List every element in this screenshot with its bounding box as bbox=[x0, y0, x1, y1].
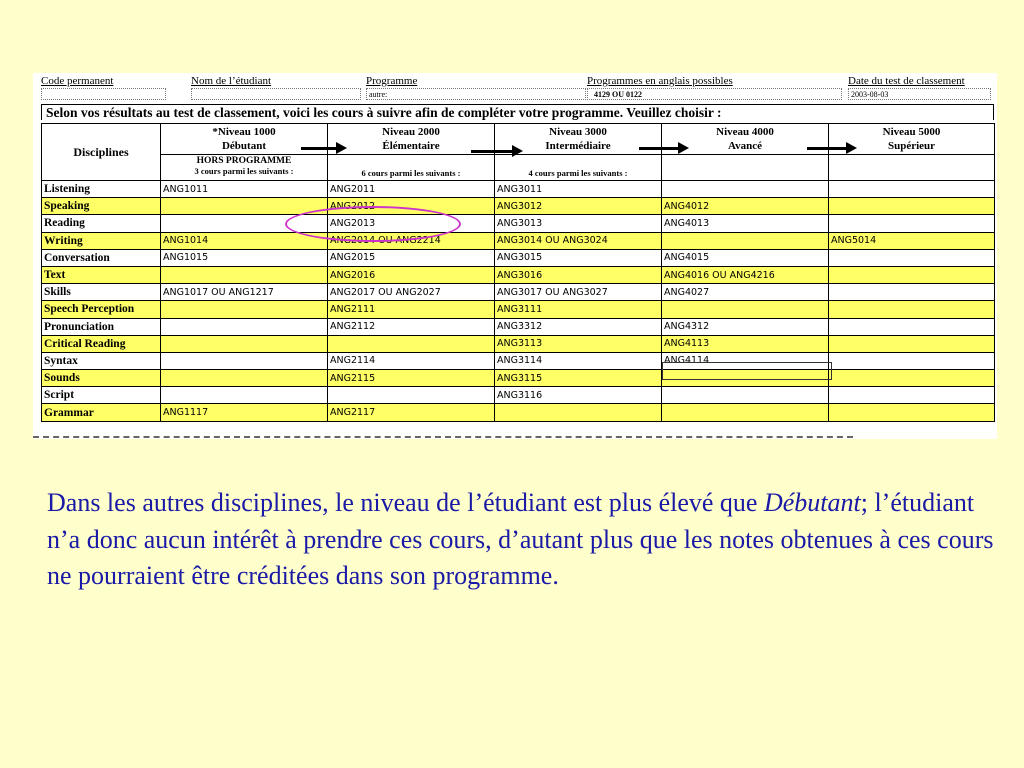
possible-programmes-field bbox=[587, 75, 842, 100]
course-cell bbox=[829, 387, 995, 404]
code-permanent-label: Code permanent bbox=[41, 75, 114, 87]
course-cell bbox=[662, 232, 829, 249]
level-4000-subheader bbox=[662, 155, 829, 181]
level-5000-title: Niveau 5000 bbox=[882, 126, 941, 138]
course-cell: ANG2012 bbox=[328, 198, 495, 215]
course-cell: ANG2117 bbox=[328, 404, 495, 421]
course-cell bbox=[662, 301, 829, 318]
course-cell bbox=[829, 352, 995, 369]
discipline-cell: Grammar bbox=[42, 404, 161, 421]
course-cell: ANG4114 bbox=[662, 352, 829, 369]
discipline-cell: Reading bbox=[42, 215, 161, 232]
course-cell bbox=[328, 335, 495, 352]
level-2000-title: Niveau 2000 bbox=[382, 126, 440, 138]
course-cell: ANG3015 bbox=[495, 249, 662, 266]
course-cell bbox=[829, 318, 995, 335]
table-row bbox=[42, 284, 995, 301]
course-cell: ANG2016 bbox=[328, 266, 495, 283]
handdrawn-circle-annotation bbox=[285, 206, 461, 242]
course-cell: ANG1011 bbox=[161, 181, 328, 198]
level-4000-title: Niveau 4000 bbox=[716, 126, 774, 138]
table-row bbox=[42, 335, 995, 352]
level-5000-name: Supérieur bbox=[887, 140, 936, 152]
course-cell: ANG3115 bbox=[495, 370, 662, 387]
cut-off-footnote-line bbox=[33, 436, 853, 439]
course-cell bbox=[161, 370, 328, 387]
course-cell bbox=[161, 301, 328, 318]
hors-programme-label: HORS PROGRAMME bbox=[196, 156, 292, 166]
course-cell: ANG2111 bbox=[328, 301, 495, 318]
level-2000-header bbox=[328, 124, 495, 155]
code-permanent-field bbox=[41, 75, 166, 100]
discipline-cell: Syntax bbox=[42, 352, 161, 369]
instruction-banner: Selon vos résultats au test de classement, voici les cours à suivre afin de compléter votre programme. Veuillez choisir : bbox=[41, 104, 994, 120]
course-cell: ANG4012 bbox=[662, 198, 829, 215]
table-row bbox=[42, 198, 995, 215]
level-1000-name: Débutant bbox=[221, 140, 266, 152]
discipline-cell: Sounds bbox=[42, 370, 161, 387]
level-2000-subheader bbox=[328, 155, 495, 181]
course-cell: ANG1017 OU ANG1217 bbox=[161, 284, 328, 301]
course-cell: ANG4013 bbox=[662, 215, 829, 232]
level-1000-instruction: 3 cours parmi les suivants : bbox=[194, 166, 294, 176]
course-cell bbox=[829, 249, 995, 266]
discipline-cell: Pronunciation bbox=[42, 318, 161, 335]
course-cell: ANG2115 bbox=[328, 370, 495, 387]
discipline-cell: Speaking bbox=[42, 198, 161, 215]
level-3000-instruction: 4 cours parmi les suivants : bbox=[528, 168, 628, 178]
discipline-cell: Skills bbox=[42, 284, 161, 301]
table-row bbox=[42, 215, 995, 232]
explanation-paragraph bbox=[47, 485, 997, 595]
test-date-value: 2003-08-03 bbox=[848, 88, 991, 100]
course-cell bbox=[829, 215, 995, 232]
course-cell: ANG3014 OU ANG3024 bbox=[495, 232, 662, 249]
arrow-right-icon bbox=[807, 147, 847, 150]
table-row bbox=[42, 232, 995, 249]
course-cell: ANG4015 bbox=[662, 249, 829, 266]
course-cell: ANG4113 bbox=[662, 335, 829, 352]
level-5000-subheader bbox=[829, 155, 995, 181]
code-permanent-value bbox=[41, 88, 166, 100]
arrow-right-icon bbox=[301, 147, 337, 150]
level-2000-instruction: 6 cours parmi les suivants : bbox=[361, 168, 461, 178]
discipline-cell: Listening bbox=[42, 181, 161, 198]
level-subheader-row bbox=[42, 155, 995, 181]
possible-programmes-value: 4129 OU 0122 bbox=[587, 88, 842, 100]
programme-field bbox=[366, 75, 586, 100]
discipline-cell: Script bbox=[42, 387, 161, 404]
course-cell: ANG3114 bbox=[495, 352, 662, 369]
course-rows bbox=[42, 181, 995, 422]
discipline-cell: Writing bbox=[42, 232, 161, 249]
discipline-cell: Critical Reading bbox=[42, 335, 161, 352]
selected-cell-outline bbox=[662, 362, 832, 380]
discipline-cell: Speech Perception bbox=[42, 301, 161, 318]
placement-form-image bbox=[33, 73, 997, 439]
course-cell: ANG2114 bbox=[328, 352, 495, 369]
course-cell: ANG5014 bbox=[829, 232, 995, 249]
level-1000-title: *Niveau 1000 bbox=[212, 126, 276, 138]
course-cell: ANG3017 OU ANG3027 bbox=[495, 284, 662, 301]
course-cell bbox=[829, 266, 995, 283]
arrow-right-icon bbox=[471, 150, 513, 153]
possible-programmes-label: Programmes en anglais possibles bbox=[587, 75, 733, 87]
course-cell: ANG1015 bbox=[161, 249, 328, 266]
course-cell: ANG3011 bbox=[495, 181, 662, 198]
course-cell bbox=[161, 335, 328, 352]
course-cell bbox=[829, 301, 995, 318]
course-cell: ANG2013 bbox=[328, 215, 495, 232]
discipline-cell: Conversation bbox=[42, 249, 161, 266]
course-cell bbox=[829, 370, 995, 387]
table-row bbox=[42, 249, 995, 266]
course-cell: ANG1014 bbox=[161, 232, 328, 249]
table-row bbox=[42, 301, 995, 318]
table-row bbox=[42, 370, 995, 387]
course-cell: ANG3116 bbox=[495, 387, 662, 404]
course-cell: ANG3111 bbox=[495, 301, 662, 318]
course-cell: ANG2011 bbox=[328, 181, 495, 198]
course-cell bbox=[495, 404, 662, 421]
course-cell: ANG3312 bbox=[495, 318, 662, 335]
course-cell: ANG3013 bbox=[495, 215, 662, 232]
table-row bbox=[42, 352, 995, 369]
course-cell bbox=[829, 198, 995, 215]
course-cell bbox=[328, 387, 495, 404]
course-cell bbox=[829, 404, 995, 421]
paragraph-text-start: Dans les autres disciplines, le niveau de l’étudiant est plus élevé que bbox=[47, 488, 764, 517]
paragraph-italic-term: Débutant bbox=[763, 488, 861, 517]
student-name-label: Nom de l’étudiant bbox=[191, 75, 272, 87]
course-table bbox=[41, 123, 995, 422]
course-cell bbox=[161, 352, 328, 369]
level-3000-subheader bbox=[495, 155, 662, 181]
level-3000-name: Intermédiaire bbox=[545, 140, 611, 152]
course-cell bbox=[161, 387, 328, 404]
table-row bbox=[42, 387, 995, 404]
student-name-value bbox=[191, 88, 361, 100]
table-row bbox=[42, 266, 995, 283]
disciplines-header: Disciplines bbox=[42, 124, 161, 181]
level-1000-subheader bbox=[161, 155, 328, 181]
level-4000-name: Avancé bbox=[727, 140, 762, 152]
course-cell bbox=[161, 318, 328, 335]
table-row bbox=[42, 181, 995, 198]
course-cell bbox=[662, 181, 829, 198]
course-cell: ANG4016 OU ANG4216 bbox=[662, 266, 829, 283]
course-cell: ANG1117 bbox=[161, 404, 328, 421]
course-cell: ANG3113 bbox=[495, 335, 662, 352]
table-row bbox=[42, 318, 995, 335]
test-date-label: Date du test de classement bbox=[848, 75, 965, 87]
course-cell: ANG2112 bbox=[328, 318, 495, 335]
level-2000-name: Élémentaire bbox=[382, 140, 440, 152]
form-header bbox=[33, 73, 997, 103]
course-cell bbox=[829, 335, 995, 352]
table-row bbox=[42, 404, 995, 421]
course-cell: ANG3016 bbox=[495, 266, 662, 283]
course-cell bbox=[662, 387, 829, 404]
programme-value: autre: bbox=[366, 88, 586, 100]
arrow-right-icon bbox=[639, 147, 679, 150]
paragraph-text-end: ; l’étudiant n’a donc aucun intérêt à prendre ces cours, d’autant plus que les notes obtenues à ces cours ne pourraient être créditées dans son programme. bbox=[47, 488, 994, 590]
course-cell: ANG4312 bbox=[662, 318, 829, 335]
course-cell: ANG4027 bbox=[662, 284, 829, 301]
programme-label: Programme bbox=[366, 75, 418, 87]
course-cell: ANG2017 OU ANG2027 bbox=[328, 284, 495, 301]
course-cell bbox=[662, 404, 829, 421]
course-cell bbox=[829, 284, 995, 301]
course-cell: ANG2015 bbox=[328, 249, 495, 266]
course-cell: ANG3012 bbox=[495, 198, 662, 215]
discipline-cell: Text bbox=[42, 266, 161, 283]
level-3000-title: Niveau 3000 bbox=[549, 126, 607, 138]
student-name-field bbox=[191, 75, 361, 100]
course-cell bbox=[829, 181, 995, 198]
course-cell bbox=[161, 266, 328, 283]
course-cell: ANG2014 OU ANG2214 bbox=[328, 232, 495, 249]
test-date-field bbox=[848, 75, 991, 100]
